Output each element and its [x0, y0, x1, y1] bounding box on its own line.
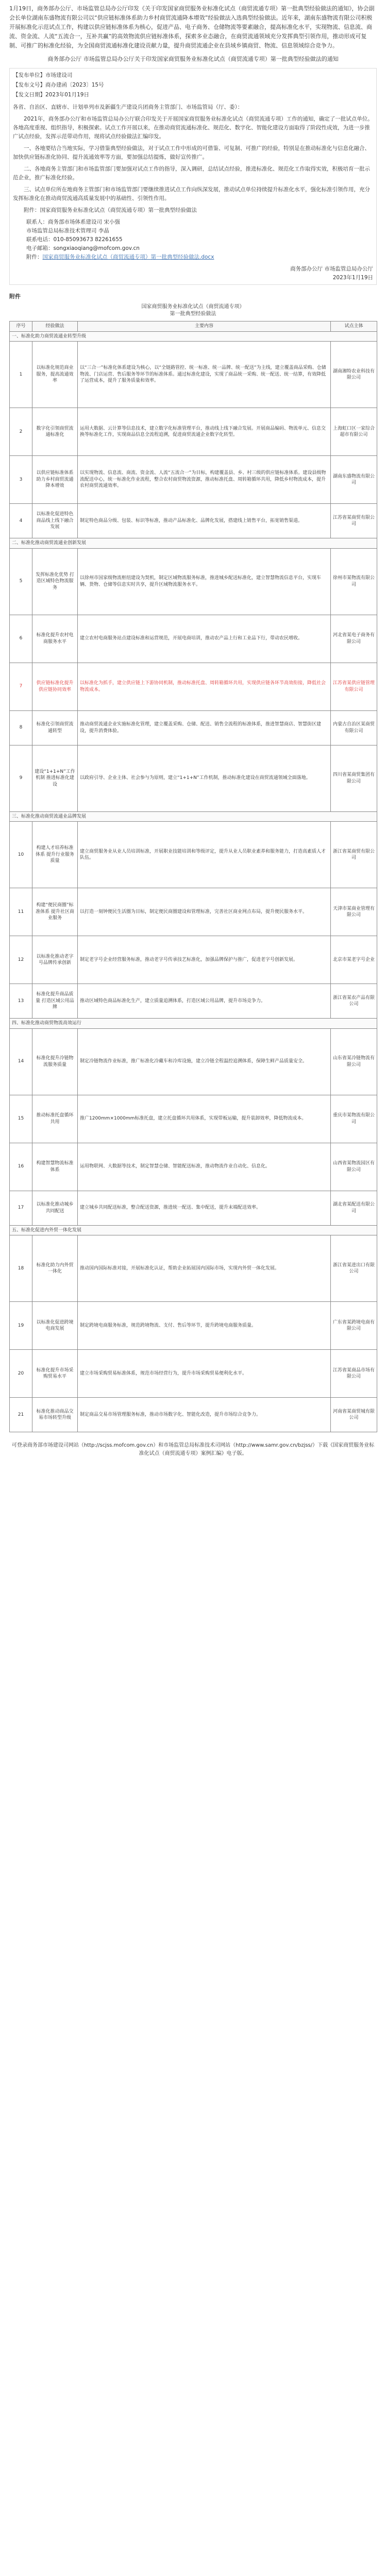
cell-no: 12: [10, 936, 32, 984]
cell-no: 8: [10, 710, 32, 745]
body-paragraph: 2021年，商务部办公厅和市场监管总局办公厅联合印发关于开展国家商贸服务业标准化试点（商贸流通专项）工作的通知，确定了一批试点单位。各地高度重视、组织指导，积极探索。试点工作开展以来，在推动商贸流通标准化、规范化、数字化、智能化建设方面取得了阶段性成效，为进一步推广试点经验，发挥示范带动作用，现将试点经验做法汇编印发。: [13, 116, 373, 140]
contact-block: [26, 218, 373, 262]
cell-no: 9: [10, 745, 32, 811]
table-row: [10, 1302, 377, 1350]
cell-detail: 制定冷链物流作业标准，推广标准化冷藏车和冷库设施，建立冷链全程温控追溯体系，保障生鲜产品质量安全。: [78, 1028, 331, 1095]
cell-case: 标准化助力内外贸一体化: [32, 1235, 78, 1302]
notice-meta: [13, 71, 373, 100]
cell-case: 推动标准托盘循环共用: [32, 1095, 78, 1143]
cell-detail: 以实现物流、信息流、商流、资金流、人流“五流合一”为目标，构建覆盖县、乡、村三级的供应链标准体系。建设县级物流配送中心，统一标准化作业流程，整合农村商贸物流资源，推动标准托盘、周转箱循环共用，降低乡村物流成本，提升农村商贸流通效率。: [78, 456, 331, 504]
body-paragraph: 二、各地商务主管部门和市场监管部门要加强对试点工作的指导，深入调研，总结试点经验，推进标准化、规范化工作取得实效，积极培育一批示范企业，推广标准化经验。: [13, 166, 370, 181]
cell-no: 14: [10, 1028, 32, 1095]
section-row: [10, 1019, 377, 1029]
contact-line: 电子邮箱：songxiaoqiang@mofcom.gov.cn: [26, 245, 140, 251]
cell-case: 标准化引领商贸流通转型: [32, 710, 78, 745]
cell-case: 供应链标准化提升供应链协同效率: [32, 663, 78, 710]
cell-unit: 浙江省某商贸有限公司: [331, 822, 377, 888]
cell-no: 13: [10, 984, 32, 1019]
cell-unit: 河北省某电子商务有限公司: [331, 615, 377, 663]
table-row: [10, 408, 377, 456]
contact-line: 联系人：商务部市场体系建设司 宋小强: [26, 219, 120, 225]
table-header-row: [10, 321, 377, 332]
annex-caption: [0, 303, 386, 318]
cell-detail: 制定老字号企业经营服务标准，推动老字号传承技艺标准化，加强品牌保护与推广，促进老字号创新发展。: [78, 936, 331, 984]
attachment-line: [26, 253, 373, 262]
cell-unit: 徐州市某物流有限公司: [331, 548, 377, 615]
section-row: [10, 811, 377, 822]
cell-case: 标准化提升冷链物流服务质量: [32, 1028, 78, 1095]
cell-unit: 湖南东盛物流有限公司: [331, 456, 377, 504]
cell-case: 以供应链标准体系助力乡村商贸流通降本增效: [32, 456, 78, 504]
cell-unit: 广东省某跨境电商有限公司: [331, 1302, 377, 1350]
cell-case: 构建人才培养标准体系 提升行业服务质量: [32, 822, 78, 888]
cell-detail: 制定跨境电商服务标准，规范跨境物流、支付、售后等环节，提升跨境电商服务质量。: [78, 1302, 331, 1350]
cell-unit: 四川省某商贸集团有限公司: [331, 745, 377, 811]
table-row: [10, 663, 377, 710]
cell-case: 标准化推动商品交易市场转型升级: [32, 1398, 78, 1432]
cell-case: 以标准化规范商业服务，提高流通效率: [32, 342, 78, 408]
cell-case: 发挥标准化优势 打造区域特色物流服务: [32, 548, 78, 615]
table-row: [10, 1235, 377, 1302]
table-row: [10, 1143, 377, 1191]
cell-no: 5: [10, 548, 32, 615]
cell-case: 以标准化推动城乡共同配送: [32, 1191, 78, 1225]
section-title: 二、标准化推动商贸流通业创新发展: [10, 538, 377, 549]
attachment-link[interactable]: 国家商贸服务业标准化试点（商贸流通专项）第一批典型经验做法.docx: [42, 254, 214, 260]
cell-case: 数字化引领商贸流通标准化: [32, 408, 78, 456]
contact-line: 联系电话：010-85093673 82261655: [26, 236, 123, 243]
annex-caption-line1: 国家商贸服务业标准化试点（商贸流通专项）: [141, 304, 245, 310]
cell-detail: 推动区域特色商品标准化生产，建立质量追溯体系，打造区域公用品牌，提升市场竞争力。: [78, 984, 331, 1019]
table-row: [10, 548, 377, 615]
cell-detail: 制定特色商品分级、包装、标识等标准，推动产品标准化、品牌化发展，搭建线上销售平台，拓宽销售渠道。: [78, 504, 331, 538]
annex-heading: 附件: [9, 293, 21, 300]
cases-table: [9, 321, 377, 1432]
body-paragraph: 一、各地要结合当地实际，学习借鉴典型经验做法，对于试点工作中形成的可借鉴、可复制、可推广的经验，特别是在推动标准化与信息化融合、加快供应链标准化协同、提升流通效率等方面，要加强总结提炼，做好宣传推广。: [13, 145, 370, 160]
cell-detail: 建立市场采购贸易标准体系，规范市场经营行为，提升市场采购贸易便利化水平。: [78, 1350, 331, 1398]
table-row: [10, 984, 377, 1019]
cell-case: 标准化提升市场采购贸易水平: [32, 1350, 78, 1398]
cell-no: 7: [10, 663, 32, 710]
cell-unit: 天津市某商业管理有限公司: [331, 888, 377, 936]
section-title: 五、标准化促进内外贸一体化发展: [10, 1225, 377, 1235]
cell-unit: 重庆市某物流有限公司: [331, 1095, 377, 1143]
cell-no: 18: [10, 1235, 32, 1302]
cell-detail: 制定商品交易市场管理服务标准，推动市场数字化、智能化改造，提升市场综合竞争力。: [78, 1398, 331, 1432]
cell-detail: 运用大数据、云计算等信息技术，建立数字化标准管理平台，推动线上线下融合发展。开展商品编码、物流单元、信息交换等标准化工作，实现商品信息全流程追溯，促进商贸流通企业数字化转型。: [78, 408, 331, 456]
cell-case: 以标准化推动老字号品牌传承创新: [32, 936, 78, 984]
cell-detail: 以政府引导、企业主体、社会参与为原则，建立“1+1+N”工作机制，推动标准化建设在商贸流通领域全面落地。: [78, 745, 331, 811]
cell-detail: 以徐州市国家级物流枢纽建设为契机，制定区域物流服务标准，推进城乡配送标准化，建立智慧物流信息平台，实现车辆、货物、仓储等信息实时共享，提升区域物流服务水平。: [78, 548, 331, 615]
section-title: 一、标准化助力商贸流通业转型升级: [10, 331, 377, 342]
cell-case: 建设“1+1+N”工作机制 推进标准化建设: [32, 745, 78, 811]
table-row: [10, 1095, 377, 1143]
col-case: 经验做法: [32, 321, 78, 332]
section-title: 三、标准化推动商贸流通业品牌发展: [10, 811, 377, 822]
cell-unit: 上海虹口区一家综合超市有限公司: [331, 408, 377, 456]
section-row: [10, 331, 377, 342]
cell-detail: 推广1200mm×1000mm标准托盘，建立托盘循环共用体系，实现带板运输，提升装卸效率，降低物流成本。: [78, 1095, 331, 1143]
table-row: [10, 1350, 377, 1398]
section-title: 四、标准化推动商贸物流高效运行: [10, 1019, 377, 1029]
cell-unit: 内蒙古自治区某商贸有限公司: [331, 710, 377, 745]
cell-unit: 浙江省某农产品有限公司: [331, 984, 377, 1019]
cell-detail: 以打造一刻钟便民生活圈为目标，制定便民商圈建设和管理标准，完善社区商业网点布局，提升便民服务水平。: [78, 888, 331, 936]
table-row: [10, 822, 377, 888]
signature-org: 商务部办公厅 市场监管总局办公厅: [290, 266, 373, 272]
table-row: [10, 615, 377, 663]
cell-case: 构建智慧物流标准体系: [32, 1143, 78, 1191]
meta-doc-no: 【发布文号】商办建函〔2023〕15号: [13, 82, 104, 88]
cell-case: 标准化提升农村电商服务水平: [32, 615, 78, 663]
attachment-label: 附件：: [26, 254, 43, 260]
cell-case: 构建“便民商圈”标准体系 提升社区商业服务: [32, 888, 78, 936]
cell-detail: 建立城乡共同配送标准，整合配送资源，推进统一配送、集中配送，提升末端配送效率。: [78, 1191, 331, 1225]
signature-date: 2023年1月19日: [332, 275, 373, 281]
cell-unit: 江苏省某供应链管理有限公司: [331, 663, 377, 710]
table-row: [10, 936, 377, 984]
cell-no: 11: [10, 888, 32, 936]
cell-no: 21: [10, 1398, 32, 1432]
cell-no: 15: [10, 1095, 32, 1143]
meta-date: 【发文日期】2023年01月19日: [13, 92, 89, 98]
notice-body: [13, 103, 373, 282]
cell-case: 以标准化促进跨境电商发展: [32, 1302, 78, 1350]
cell-no: 17: [10, 1191, 32, 1225]
cell-detail: 以“三合一”标准化体系建设为核心，以“全链路管控、统一标准、统一品牌、统一配送”为主线，建立覆盖商品采购、仓储物流、门店运营、售后服务等环节的标准体系。通过标准化建设，实现了商品统一采购、统一配送、统一结算，有效降低了运营成本，提升了服务质量和效率。: [78, 342, 331, 408]
section-row: [10, 1225, 377, 1235]
section-row: [10, 538, 377, 549]
cell-unit: 山西省某物流园区有限公司: [331, 1143, 377, 1191]
cell-no: 4: [10, 504, 32, 538]
addressees: 各省、自治区、直辖市、计划单列市及新疆生产建设兵团商务主管部门、市场监管局（厅、委）：: [13, 104, 243, 110]
table-row: [10, 888, 377, 936]
body-paragraph: 三、试点单位所在地商务主管部门和市场监管部门要继续推进试点工作向纵深发展，推动试点单位持续提升标准化水平，强化标准引领作用，充分发挥标准化在推动商贸流通高质量发展中的基础性、引领性作用。: [13, 187, 370, 201]
table-row: [10, 504, 377, 538]
cell-detail: 建立农村电商服务站点建设标准和运营规范，开展电商培训，推动农产品上行和工业品下行，带动农民增收。: [78, 615, 331, 663]
cell-no: 19: [10, 1302, 32, 1350]
table-row: [10, 456, 377, 504]
cell-case: 标准化提升商品质量 打造区域公用品牌: [32, 984, 78, 1019]
cell-detail: 推动商贸流通企业实施标准化管理，建立覆盖采购、仓储、配送、销售全流程的标准体系，推进智慧商店、智慧街区建设，提升消费体验。: [78, 710, 331, 745]
cell-case: 以标准化促进特色商品线上线下融合发展: [32, 504, 78, 538]
cell-detail: 运用物联网、大数据等技术，制定智慧仓储、智能配送标准，推动物流作业自动化、信息化。: [78, 1143, 331, 1191]
cell-no: 2: [10, 408, 32, 456]
table-row: [10, 1191, 377, 1225]
cell-unit: 江苏省某商贸有限公司: [331, 504, 377, 538]
col-detail: 主要内容: [78, 321, 331, 332]
cell-unit: 浙江省某进出口有限公司: [331, 1235, 377, 1302]
cell-unit: 山东省某冷链物流有限公司: [331, 1028, 377, 1095]
cell-detail: 以标准化为抓手，建立供应链上下游协同机制，推动标准托盘、周转箱循环共用，实现供应链各环节高效衔接，降低社会物流成本。: [78, 663, 331, 710]
table-body: [10, 331, 377, 1432]
contact-line: 市场监管总局标准技术管理司 李晶: [26, 228, 109, 234]
cell-unit: 湖北省某配送有限公司: [331, 1191, 377, 1225]
cell-no: 1: [10, 342, 32, 408]
cell-detail: 推动国内国际标准对接，开展标准化认证，帮助企业拓展国内国际市场，实现内外贸一体化发展。: [78, 1235, 331, 1302]
table-row: [10, 745, 377, 811]
table-row: [10, 1398, 377, 1432]
page: [0, 4, 386, 1479]
annex-caption-line2: 第一批典型经验做法: [170, 311, 216, 317]
notice-heading: 商务部办公厅 市场监管总局办公厅关于印发国家商贸服务业标准化试点（商贸流通专项）第一批典型经验做法的通知: [47, 56, 339, 62]
cell-no: 10: [10, 822, 32, 888]
body-paragraph: 附件：国家商贸服务业标准化试点（商贸流通专项）第一批典型经验做法: [24, 207, 197, 213]
cell-unit: 河南省某商贸城有限公司: [331, 1398, 377, 1432]
notice-box: [9, 68, 377, 285]
cell-unit: 北京市某老字号企业: [331, 936, 377, 984]
table-row: [10, 710, 377, 745]
col-unit: 试点主体: [331, 321, 377, 332]
cell-detail: 建立商贸服务业从业人员培训标准，开展职业技能培训和等级评定，提升从业人员职业素养和服务能力，打造高素质人才队伍。: [78, 822, 331, 888]
cell-unit: 湖南湘特农业科技有限公司: [331, 342, 377, 408]
col-no: 序号: [10, 321, 32, 332]
table-row: [10, 342, 377, 408]
cell-no: 3: [10, 456, 32, 504]
table-row: [10, 1028, 377, 1095]
intro-paragraph: 1月19日，商务部办公厅、市场监管总局办公厅印发《关于印发国家商贸服务业标准化试点（商贸流通专项）第一批典型经验做法的通知》，协会副会长单位湖南东盛物流有限公司以“供应链标准体系助力乡村商贸流通降本增效”经验做法入选典型经验做法。近年来，湖南东盛物流有限公司积极开展标准化示范试点工作，构建以供应链标准体系为核心，促进产品、电子商务、仓储物流等要素融合，提高标准化水平，实现物流、信息流、商流、资金流、人流“五流合一，互补共赢”的高效物流供应链标准体系，探索多业态融合，在商贸流通领域充分发挥典型引领作用，推动形成可复制、可推广的标准化经验，为全国商贸流通标准化建设贡献力量，提升商贸流通企业在县域乡镇商贸、物流、信息领域综合竞争力。: [9, 5, 375, 49]
meta-publisher: 【发布单位】市场建设司: [13, 72, 73, 78]
cell-unit: 江苏省某商品市场有限公司: [331, 1350, 377, 1398]
cell-no: 6: [10, 615, 32, 663]
footer-note: 可登录商务部市场建设司网站（http://scjss.mofcom.gov.cn）和市场监管总局标准技术司网站（http://www.samr.gov.cn/bzjss/）下载《国家商贸服务业标准化试点（商贸流通专项）案例汇编》电子版。: [11, 1443, 375, 1456]
cell-no: 16: [10, 1143, 32, 1191]
cell-no: 20: [10, 1350, 32, 1398]
